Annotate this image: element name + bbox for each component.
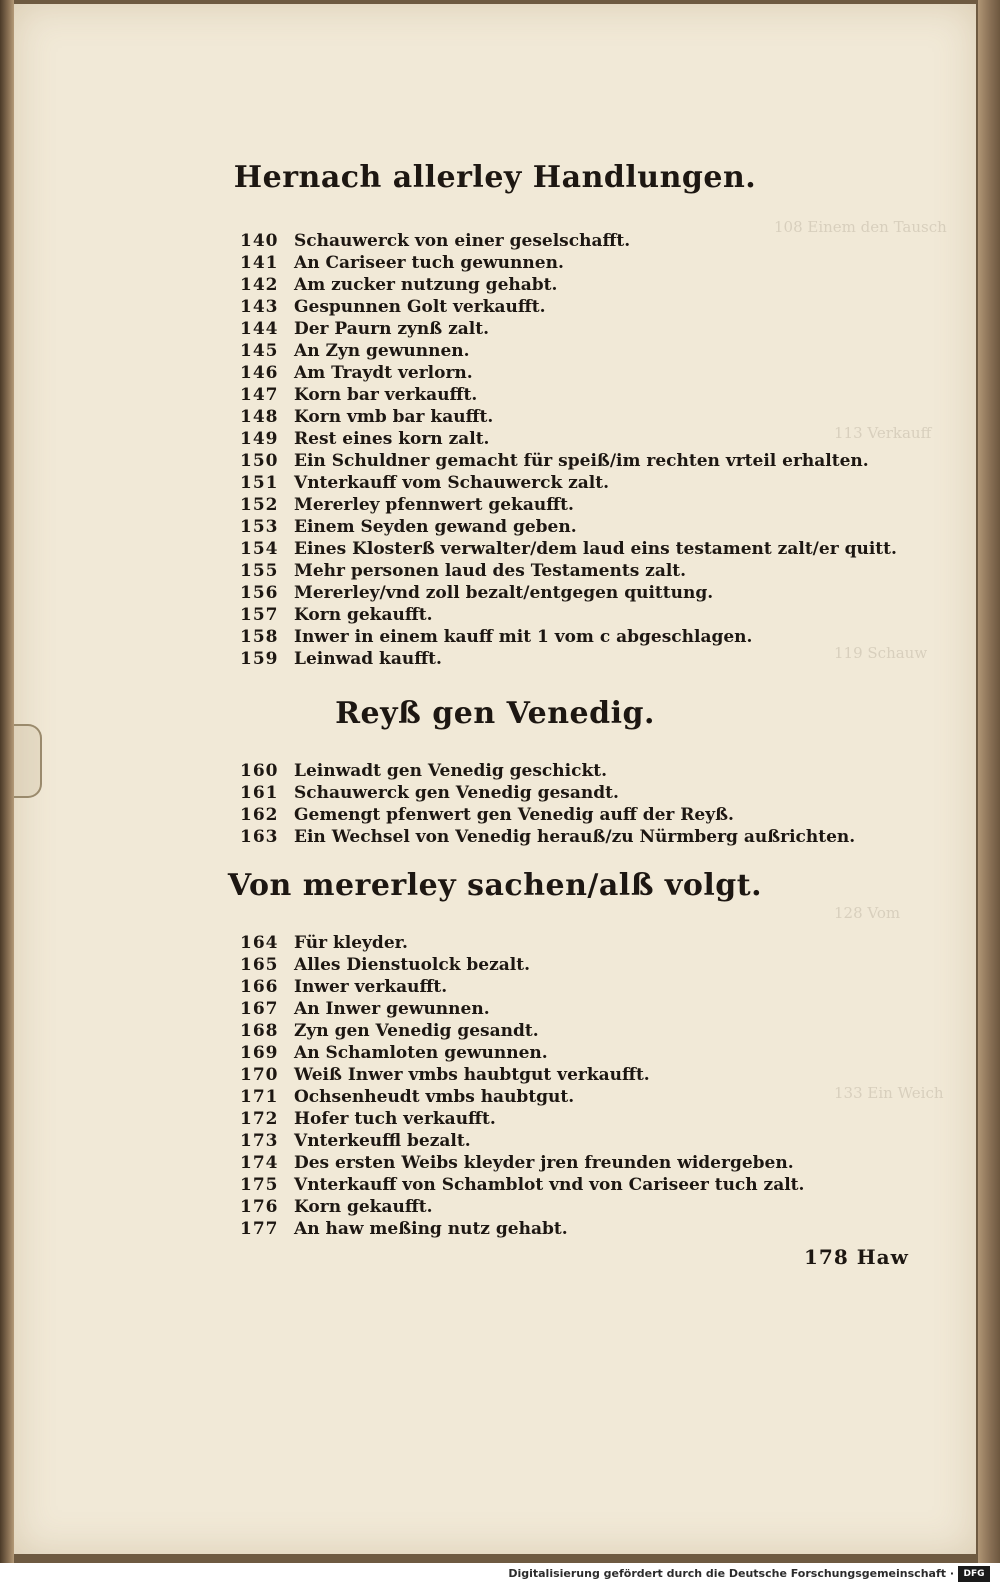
list-item bbox=[240, 384, 477, 406]
entry-text: An haw meßing nutz gehabt. bbox=[294, 1219, 568, 1239]
entry-text: Inwer verkaufft. bbox=[294, 977, 448, 997]
show-through-text: 108 Einem den Tausch bbox=[774, 218, 947, 236]
entry-number: 172 bbox=[240, 1109, 279, 1129]
entry-text: Vnterkeuffl bezalt. bbox=[294, 1131, 471, 1151]
entry-number: 149 bbox=[240, 429, 279, 449]
list-item bbox=[240, 538, 897, 560]
entry-text: Leinwadt gen Venedig geschickt. bbox=[294, 761, 607, 781]
entry-text: Weiß Inwer vmbs haubtgut verkaufft. bbox=[294, 1065, 650, 1085]
entry-text: Für kleyder. bbox=[294, 933, 408, 953]
entry-number: 141 bbox=[240, 253, 279, 273]
entry-text: Korn bar verkaufft. bbox=[294, 385, 478, 405]
entry-text: Zyn gen Venedig gesandt. bbox=[294, 1021, 539, 1041]
binding-clip bbox=[14, 724, 42, 798]
list-item bbox=[240, 428, 489, 450]
footer-bar bbox=[0, 1563, 1000, 1587]
list-item bbox=[240, 782, 619, 804]
list-item bbox=[240, 516, 577, 538]
list-item bbox=[240, 450, 869, 472]
entry-text: Eines Klosterß verwalter/dem laud eins testament zalt/er quitt. bbox=[294, 539, 897, 559]
entry-number: 142 bbox=[240, 275, 279, 295]
entry-text: Alles Dienstuolck bezalt. bbox=[294, 955, 531, 975]
entry-number: 158 bbox=[240, 627, 279, 647]
list-item bbox=[240, 1108, 496, 1130]
entry-text: Mererley/vnd zoll bezalt/entgegen quittung. bbox=[294, 583, 714, 603]
list-item bbox=[240, 626, 752, 648]
list-item bbox=[240, 318, 489, 340]
entry-number: 157 bbox=[240, 605, 279, 625]
entry-number: 144 bbox=[240, 319, 279, 339]
list-item bbox=[240, 998, 490, 1020]
entry-text: An Cariseer tuch gewunnen. bbox=[294, 253, 564, 273]
show-through-text: 113 Verkauff bbox=[834, 424, 932, 442]
list-item bbox=[240, 1152, 794, 1174]
entry-text: Einem Seyden gewand geben. bbox=[294, 517, 577, 537]
catchword: 178 Haw bbox=[804, 1245, 909, 1269]
section-heading: Hernach allerley Handlungen. bbox=[233, 160, 757, 195]
entry-number: 143 bbox=[240, 297, 279, 317]
entry-text: An Inwer gewunnen. bbox=[294, 999, 490, 1019]
entry-number: 145 bbox=[240, 341, 279, 361]
list-item bbox=[240, 252, 564, 274]
entry-text: An Schamloten gewunnen. bbox=[294, 1043, 548, 1063]
entry-number: 148 bbox=[240, 407, 279, 427]
entry-text: Schauwerck von einer geselschafft. bbox=[294, 231, 631, 251]
entry-number: 167 bbox=[240, 999, 279, 1019]
entry-number: 175 bbox=[240, 1175, 279, 1195]
entry-number: 169 bbox=[240, 1043, 279, 1063]
entry-number: 173 bbox=[240, 1131, 279, 1151]
list-item bbox=[240, 1130, 471, 1152]
entry-number: 140 bbox=[240, 231, 279, 251]
list-item bbox=[240, 494, 574, 516]
entry-text: Rest eines korn zalt. bbox=[294, 429, 490, 449]
list-item bbox=[240, 954, 530, 976]
list-item bbox=[240, 472, 609, 494]
list-item bbox=[240, 976, 447, 998]
entry-text: Gespunnen Golt verkaufft. bbox=[294, 297, 546, 317]
entry-text: Gemengt pfenwert gen Venedig auff der Reyß. bbox=[294, 805, 734, 825]
entry-number: 154 bbox=[240, 539, 279, 559]
list-item bbox=[240, 648, 442, 670]
entry-number: 150 bbox=[240, 451, 279, 471]
show-through-text: 128 Vom bbox=[834, 904, 901, 922]
list-item bbox=[240, 1196, 433, 1218]
entry-text: Ein Schuldner gemacht für speiß/im rechten vrteil erhalten. bbox=[294, 451, 869, 471]
entry-text: Des ersten Weibs kleyder jren freunden widergeben. bbox=[294, 1153, 794, 1173]
entry-number: 171 bbox=[240, 1087, 279, 1107]
list-item bbox=[240, 826, 855, 848]
list-item bbox=[240, 560, 686, 582]
list-item bbox=[240, 1042, 548, 1064]
entry-text: Hofer tuch verkaufft. bbox=[294, 1109, 496, 1129]
entry-number: 155 bbox=[240, 561, 279, 581]
entry-text: Der Paurn zynß zalt. bbox=[294, 319, 489, 339]
entry-number: 166 bbox=[240, 977, 279, 997]
list-item bbox=[240, 274, 557, 296]
entry-number: 147 bbox=[240, 385, 279, 405]
entry-number: 162 bbox=[240, 805, 279, 825]
entry-number: 168 bbox=[240, 1021, 279, 1041]
list-item bbox=[240, 1174, 804, 1196]
section-heading: Reyß gen Venedig. bbox=[335, 696, 655, 731]
entry-number: 174 bbox=[240, 1153, 279, 1173]
entry-text: Korn gekaufft. bbox=[294, 1197, 433, 1217]
list-item bbox=[240, 1020, 539, 1042]
list-item bbox=[240, 932, 408, 954]
entry-number: 152 bbox=[240, 495, 279, 515]
entry-text: Mererley pfennwert gekaufft. bbox=[294, 495, 574, 515]
entry-text: Am Traydt verlorn. bbox=[294, 363, 473, 383]
entry-text: Ein Wechsel von Venedig herauß/zu Nürmberg außrichten. bbox=[294, 827, 856, 847]
funding-credit: Digitalisierung gefördert durch die Deutsche Forschungsgemeinschaft · bbox=[508, 1567, 954, 1580]
entry-text: Vnterkauff von Schamblot vnd von Cariseer tuch zalt. bbox=[294, 1175, 805, 1195]
entry-text: Vnterkauff vom Schauwerck zalt. bbox=[294, 473, 610, 493]
show-through-text: 119 Schauw bbox=[834, 644, 928, 662]
list-item bbox=[240, 296, 546, 318]
entry-number: 159 bbox=[240, 649, 279, 669]
book-spine bbox=[0, 0, 14, 1563]
entry-number: 164 bbox=[240, 933, 279, 953]
list-item bbox=[240, 804, 734, 826]
entry-text: Leinwad kaufft. bbox=[294, 649, 442, 669]
entry-text: Korn gekaufft. bbox=[294, 605, 433, 625]
entry-text: Ochsenheudt vmbs haubtgut. bbox=[294, 1087, 575, 1107]
list-item bbox=[240, 1064, 650, 1086]
list-item bbox=[240, 340, 470, 362]
list-item bbox=[240, 1218, 568, 1240]
list-item bbox=[240, 406, 493, 428]
entry-number: 156 bbox=[240, 583, 279, 603]
book-edge bbox=[978, 0, 1000, 1563]
entry-number: 176 bbox=[240, 1197, 279, 1217]
list-item bbox=[240, 760, 607, 782]
section-heading: Von mererley sachen/alß volgt. bbox=[227, 868, 763, 903]
entry-number: 151 bbox=[240, 473, 279, 493]
entry-text: Mehr personen laud des Testaments zalt. bbox=[294, 561, 687, 581]
entry-text: Schauwerck gen Venedig gesandt. bbox=[294, 783, 619, 803]
entry-text: Inwer in einem kauff mit 1 vom c abgeschlagen. bbox=[294, 627, 753, 647]
entry-text: Am zucker nutzung gehabt. bbox=[294, 275, 558, 295]
entry-text: Korn vmb bar kaufft. bbox=[294, 407, 494, 427]
entry-number: 177 bbox=[240, 1219, 279, 1239]
entry-number: 161 bbox=[240, 783, 279, 803]
dfg-logo: DFG bbox=[958, 1566, 990, 1582]
entry-number: 165 bbox=[240, 955, 279, 975]
list-item bbox=[240, 1086, 574, 1108]
entry-number: 153 bbox=[240, 517, 279, 537]
entry-number: 146 bbox=[240, 363, 279, 383]
list-item bbox=[240, 230, 630, 252]
book-page bbox=[14, 4, 976, 1554]
list-item bbox=[240, 582, 713, 604]
entry-number: 163 bbox=[240, 827, 279, 847]
show-through-text: 133 Ein Weich bbox=[834, 1084, 944, 1102]
entry-number: 160 bbox=[240, 761, 279, 781]
entry-text: An Zyn gewunnen. bbox=[294, 341, 470, 361]
list-item bbox=[240, 362, 473, 384]
list-item bbox=[240, 604, 433, 626]
entry-number: 170 bbox=[240, 1065, 279, 1085]
